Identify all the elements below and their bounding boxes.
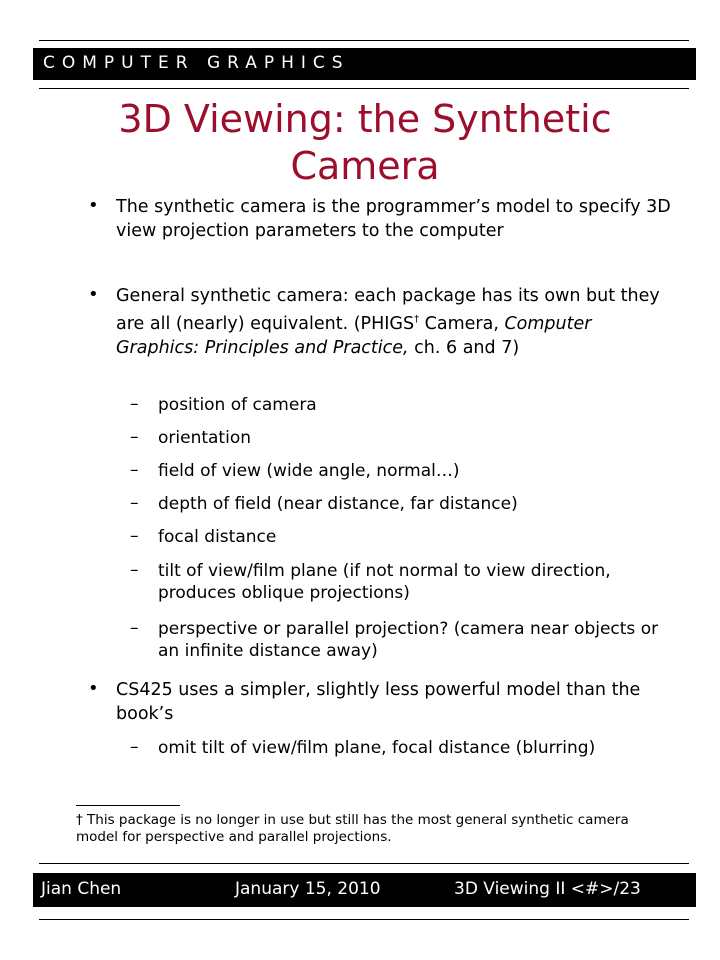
footnote-rule — [76, 805, 180, 806]
subitem-orientation: orientation — [158, 428, 251, 448]
top-rule — [39, 40, 689, 41]
bullet-text-1: The synthetic camera is the programmer’s model to specify 3D view projection parameters to the computer — [116, 197, 671, 241]
dash-marker: – — [130, 618, 139, 638]
header-label: COMPUTER GRAPHICS — [43, 53, 350, 73]
footer-bottom-rule — [39, 919, 689, 920]
dagger-mark: † — [414, 314, 420, 325]
book-title: Computer Graphics: Principles and Practice, — [116, 313, 592, 358]
footer-top-rule — [39, 863, 689, 864]
bullet-marker: • — [88, 195, 99, 216]
bullet-2-text-a: General synthetic camera: each package has its own but they are all (nearly) equivalent. (PHIGS — [116, 286, 660, 334]
dash-marker: – — [130, 737, 139, 757]
footnote: † This package is no longer in use but still has the most general synthetic camera model for perspective and parallel projections. — [76, 812, 629, 845]
footer-date: January 15, 2010 — [235, 879, 381, 899]
header-bar — [33, 48, 696, 80]
subitem-field-of-view: field of view (wide angle, normal…) — [158, 461, 460, 481]
footer-slide-number: 3D Viewing II <#>/23 — [454, 879, 641, 899]
dash-marker: – — [130, 394, 139, 414]
bullet-marker: • — [88, 678, 99, 699]
subitem-position: position of camera — [158, 395, 317, 415]
bullet-text-3: CS425 uses a simpler, slightly less powerful model than the book’s — [116, 680, 641, 724]
subitem-omit: omit tilt of view/film plane, focal distance (blurring) — [158, 738, 596, 758]
footer-author: Jian Chen — [41, 879, 122, 899]
bullet-2-text-c: ch. 6 and 7) — [408, 337, 520, 358]
header-bottom-rule — [39, 88, 689, 89]
dash-marker: – — [130, 427, 139, 447]
bullet-text-2 — [116, 284, 676, 360]
subitem-focal-distance: focal distance — [158, 527, 277, 547]
dash-marker: – — [130, 560, 139, 580]
dash-marker: – — [130, 493, 139, 513]
dash-marker: – — [130, 526, 139, 546]
subitem-depth-of-field: depth of field (near distance, far distance) — [158, 494, 518, 514]
slide-title — [60, 96, 670, 190]
subitem-tilt: tilt of view/film plane (if not normal to view direction, produces oblique projections) — [158, 561, 611, 603]
title-line-2: Camera — [290, 144, 440, 188]
bullet-marker: • — [88, 284, 99, 305]
title-line-1: 3D Viewing: the Synthetic — [118, 97, 612, 141]
bullet-2-text-b: Camera, — [419, 313, 505, 334]
dash-marker: – — [130, 460, 139, 480]
subitem-projection: perspective or parallel projection? (camera near objects or an infinite distance away) — [158, 619, 659, 661]
footer-bar — [33, 873, 696, 907]
